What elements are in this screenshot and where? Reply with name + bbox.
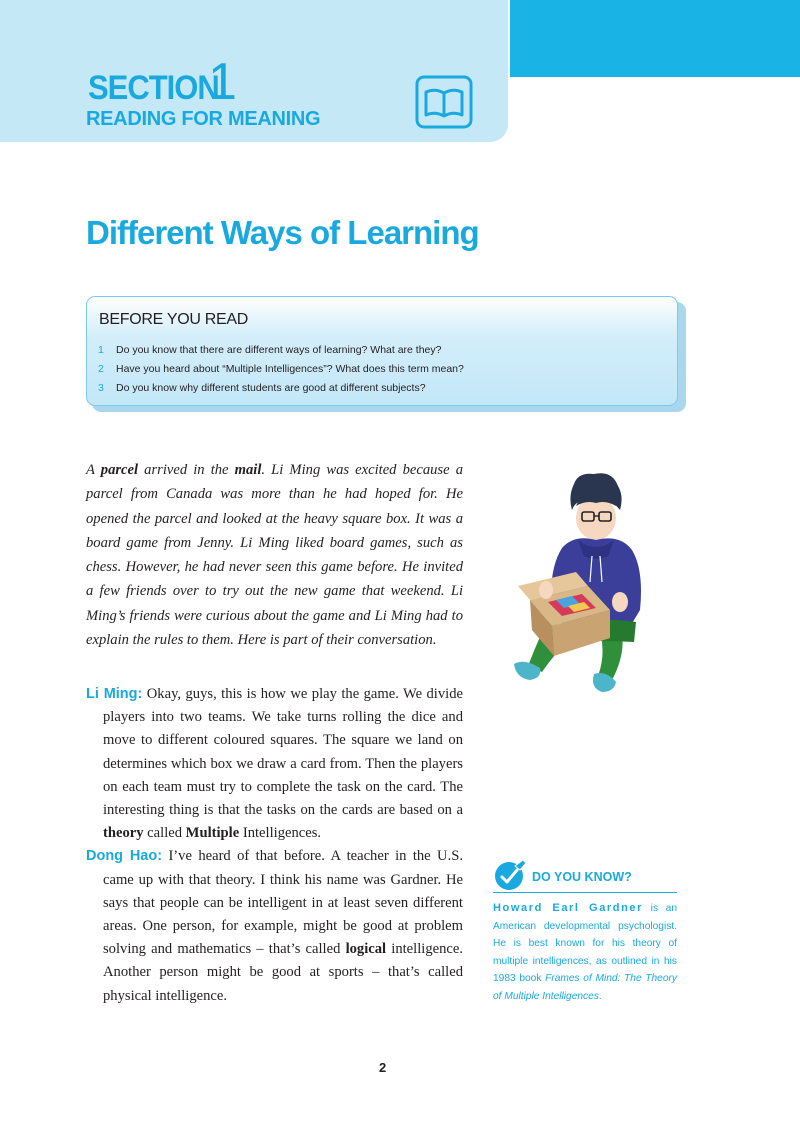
question-item <box>98 363 464 382</box>
question-text: Do you know that there are different ways of learning? What are they? <box>116 344 442 356</box>
vocab-theory: theory <box>103 825 144 842</box>
pen-check-icon <box>493 858 527 892</box>
dialogue-text: called <box>143 825 186 842</box>
vocab-logical: logical <box>345 941 387 958</box>
section-word: SECTION <box>88 68 219 107</box>
speaker-li-ming: Li Ming: <box>86 686 143 702</box>
header-accent-block <box>510 0 800 77</box>
before-you-read-title: BEFORE YOU READ <box>99 311 249 328</box>
dialogue <box>86 683 463 1008</box>
section-number: 1 <box>208 53 237 111</box>
question-number: 2 <box>98 363 104 375</box>
story-text: A <box>86 462 101 478</box>
question-item <box>98 382 464 401</box>
dialogue-text: intelligence. Another person might be good at sports – that’s called physical intelligence. <box>103 941 463 1004</box>
question-text: Do you know why different students are good at different subjects? <box>116 382 426 394</box>
did-you-know-box <box>493 858 677 1006</box>
did-you-know-body: is an American developmental psychologist. He is best known for his theory of multiple intelligences, as outlined in his 1983 book <box>493 903 677 985</box>
did-you-know-body: . <box>598 990 602 1002</box>
speaker-dong-hao: Dong Hao: <box>86 848 163 865</box>
did-you-know-text <box>493 900 677 1006</box>
vocab-multiple: Multiple <box>185 825 240 842</box>
book-title: Frames of Mind: The Theory of Multiple Intelligences <box>493 973 677 1002</box>
dialogue-text: Okay, guys, this is how we play the game. We divide players into two teams. We take turns rolling the dice and move to different coloured squares. The square we land on determines which box we draw a card from. Then the players on each team must try to complete the task on the card. The interesting thing is that the tasks on the cards are based on a <box>103 686 463 819</box>
dialogue-text: Intelligences. <box>239 825 322 842</box>
vocab-parcel: parcel <box>100 462 139 478</box>
question-text: Have you heard about “Multiple Intelligences”? What does this term mean? <box>116 363 464 375</box>
section-subtitle: READING FOR MEANING <box>86 108 321 130</box>
story-text: . Li Ming was excited because a parcel from Canada was more than he had hoped for. He opened the parcel and looked at the heavy square box. It was a board game from Jenny. Li Ming liked board games, such as chess. However, he had never seen this game before. He invited a few friends over to try out the new game that weekend. Li Ming’s friends were curious about the game and Li Ming had to explain the rules to them. Here is part of their conversation. <box>86 462 463 649</box>
question-item <box>98 344 464 363</box>
dialogue-text: I’ve heard of that before. A teacher in the U.S. came up with that theory. I think his name was Gardner. He says that people can be intelligent in at least seven different areas. One person, for example, might be good at problem solving and mathematics – that’s called <box>103 848 464 958</box>
book-icon <box>415 75 473 129</box>
question-number: 1 <box>98 344 104 356</box>
boy-with-parcel-illustration <box>508 470 664 702</box>
dialogue-line-li-ming <box>86 683 463 845</box>
did-you-know-title: DO YOU KNOW? <box>532 870 632 884</box>
section-label <box>88 53 237 111</box>
page-title: Different Ways of Learning <box>86 214 479 251</box>
gardner-name: Howard Earl Gardner <box>493 902 644 914</box>
page-number: 2 <box>379 1060 387 1075</box>
dialogue-line-dong-hao <box>86 845 463 1007</box>
before-you-read-box <box>86 296 678 406</box>
story-paragraph <box>86 458 463 652</box>
question-number: 3 <box>98 382 104 394</box>
vocab-mail: mail <box>234 462 262 478</box>
did-you-know-header <box>493 858 677 893</box>
before-you-read-questions <box>98 344 464 401</box>
story-text: arrived in the <box>138 462 235 478</box>
